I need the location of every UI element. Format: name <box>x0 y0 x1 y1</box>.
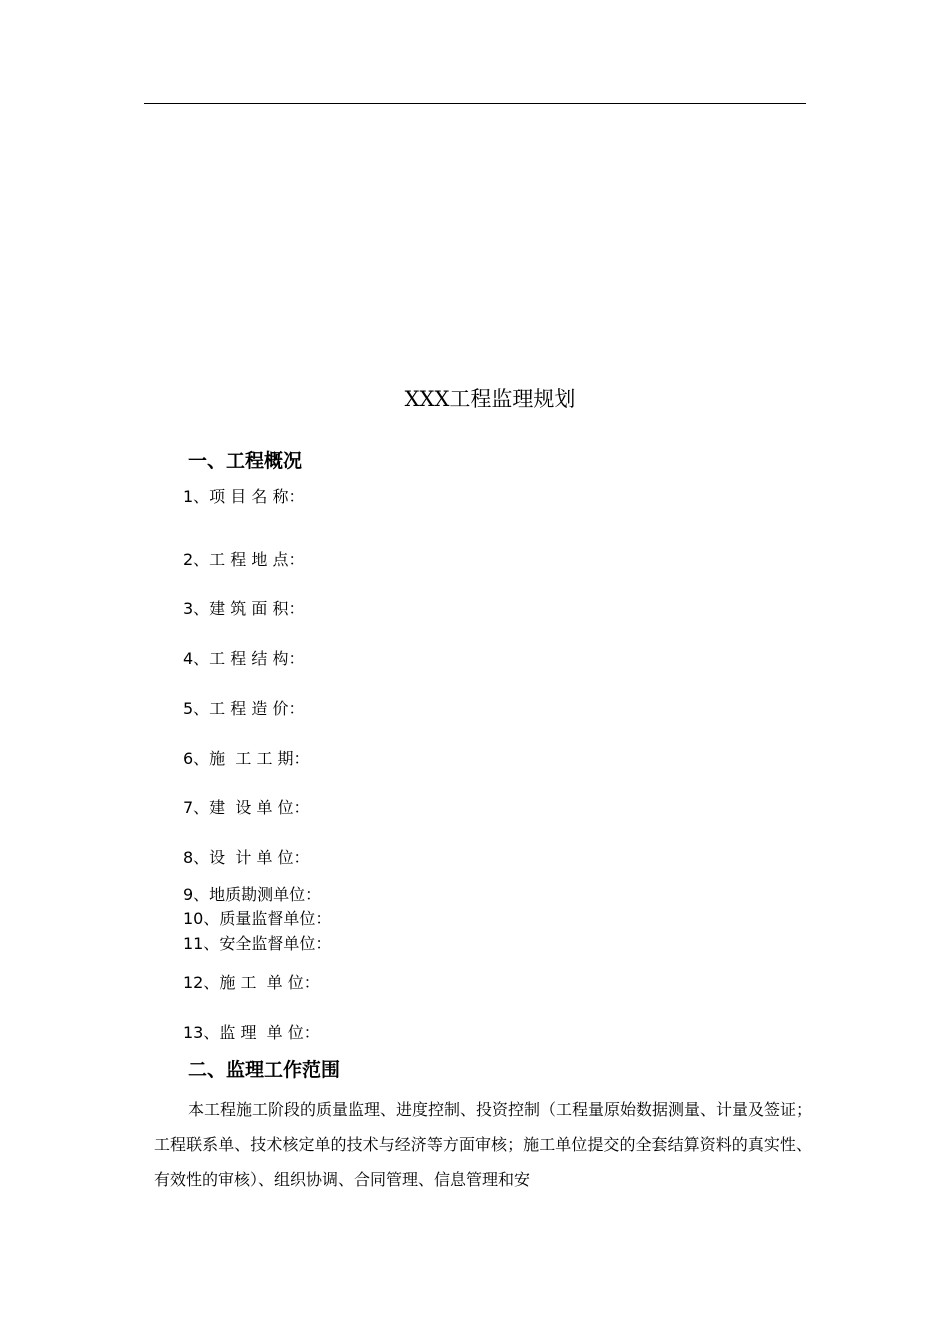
overview-item-supervisor: 13、监 理 单 位： <box>183 1023 320 1042</box>
scope-paragraph: 本工程施工阶段的质量监理、进度控制、投资控制（工程量原始数据测量、计量及签证；工程联系单、技术核定单的技术与经济等方面审核；施工单位提交的全套结算资料的真实性、有效性的审核）、组织协调、合同管理、信息管理和安 <box>154 1100 813 1189</box>
document-title: XXX工程监理规划 <box>404 387 576 411</box>
overview-item-structure: 4、工 程 结 构： <box>183 649 305 668</box>
scope-body <box>154 1092 812 1197</box>
overview-item-safety-supervision: 11、安全监督单位： <box>183 934 332 953</box>
header-rule <box>144 103 806 104</box>
overview-item-contractor: 12、施 工 单 位： <box>183 973 320 992</box>
overview-item-project-name: 1、项 目 名 称： <box>183 487 305 506</box>
overview-item-construction-period: 6、施 工 工 期： <box>183 749 310 768</box>
section-heading-scope: 二、监理工作范围 <box>188 1059 341 1081</box>
overview-item-building-area: 3、建 筑 面 积： <box>183 599 305 618</box>
section-heading-project-overview: 一、工程概况 <box>188 450 303 472</box>
overview-item-cost: 5、工 程 造 价： <box>183 699 305 718</box>
overview-item-project-location: 2、工 程 地 点： <box>183 550 305 569</box>
overview-item-owner: 7、建 设 单 位： <box>183 798 310 817</box>
overview-item-quality-supervision: 10、质量监督单位： <box>183 909 332 928</box>
overview-item-survey-unit: 9、地质勘测单位： <box>183 885 322 904</box>
overview-item-designer: 8、设 计 单 位： <box>183 848 310 867</box>
